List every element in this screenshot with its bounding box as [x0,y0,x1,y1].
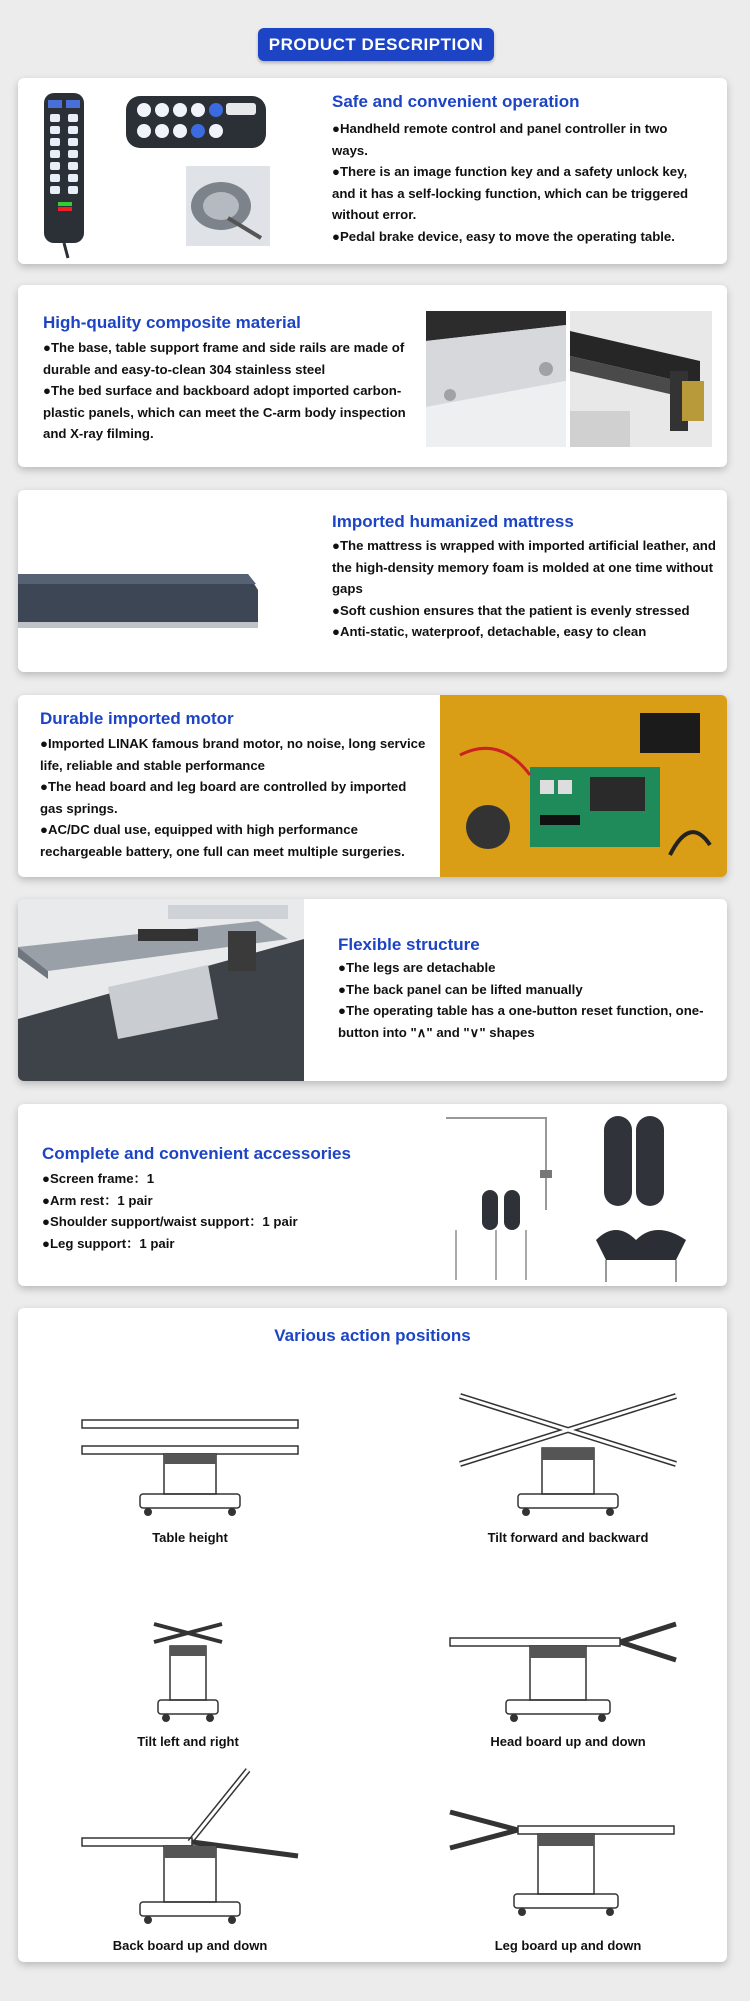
positions-title: Various action positions [274,1326,471,1345]
bullet: ●The back panel can be lifted manually [338,981,583,997]
material-title: High-quality composite material [43,313,301,332]
carbon-panel-image [570,311,712,447]
card-operation [18,78,727,264]
accessories-title: Complete and convenient accessories [42,1144,351,1163]
diagram-back-board [80,1766,300,1930]
bullet: ●Screen frame：1 [42,1171,155,1186]
card-motor [18,695,727,877]
diagram-head-board [446,1620,686,1724]
operation-bullets [332,118,707,247]
bullet: ●Leg support：1 pair [42,1235,175,1251]
bullet: ●AC/DC dual use, equipped with high performance rechargeable battery, one full can meet multiple surgeries. [40,822,405,859]
bullet: ●Imported LINAK famous brand motor, no noise, long service life, reliable and stable performance [40,736,426,773]
bullet: ●Anti-static, waterproof, detachable, easy to clean [332,624,647,639]
bullet: ●The operating table has a one-button reset function, one-button into "∧" and "∨" shapes [338,1003,704,1040]
caption-head-board: Head board up and down [490,1734,646,1749]
page-title: PRODUCT DESCRIPTION [258,28,494,61]
mattress-bullets [332,535,717,643]
diagram-table-height [80,1412,300,1518]
bullet: ●Shoulder support/waist support：1 pair [42,1214,298,1229]
stainless-rail-image [426,311,566,447]
diagram-tilt-forward-backward [458,1392,678,1520]
structure-bullets [338,957,713,1043]
bullet: ●The mattress is wrapped with imported artificial leather, and the high-density memory foam is molded at one time without gaps [332,538,716,596]
motor-board-image [440,695,727,877]
bullet: ●Handheld remote control and panel controller in two ways. [332,121,668,158]
caption-tilt-forward-backward: Tilt forward and backward [487,1530,649,1545]
accessories-image [436,1110,721,1282]
bullet: ●The base, table support frame and side rails are made of durable and easy-to-clean 304 stainless steel [43,340,405,377]
remote-control-image [36,88,276,263]
bullet: ●Arm rest：1 pair [42,1192,153,1208]
bullet: ●The head board and leg board are controlled by imported gas springs. [40,779,407,816]
structure-title: Flexible structure [338,935,480,954]
bullet: ●Soft cushion ensures that the patient is evenly stressed [332,602,690,618]
bullet: ●Pedal brake device, easy to move the operating table. [332,228,675,244]
diagram-leg-board [448,1808,678,1928]
motor-title: Durable imported motor [40,709,234,728]
table-structure-image [18,899,304,1081]
caption-back-board: Back board up and down [112,1938,268,1953]
card-mattress [18,490,727,672]
mattress-title: Imported humanized mattress [332,512,574,531]
card-positions [18,1308,727,1962]
caption-table-height: Table height [152,1530,228,1545]
accessories-bullets [42,1168,402,1254]
material-bullets [43,337,423,445]
caption-tilt-left-right: Tilt left and right [137,1734,239,1749]
card-structure [18,899,727,1081]
card-material [18,285,727,467]
bullet: ●There is an image function key and a safety unlock key, and it has a self-locking function, which can be triggered without error. [332,164,689,222]
card-accessories [18,1104,727,1286]
operation-title: Safe and convenient operation [332,92,580,111]
caption-leg-board: Leg board up and down [494,1938,642,1953]
mattress-image [18,570,258,630]
bullet: ●The legs are detachable [338,960,496,975]
motor-bullets [40,733,430,862]
diagram-tilt-left-right [148,1620,228,1724]
bullet: ●The bed surface and backboard adopt imported carbon-plastic panels, which can meet the C-arm body inspection and X-ray filming. [43,383,406,441]
